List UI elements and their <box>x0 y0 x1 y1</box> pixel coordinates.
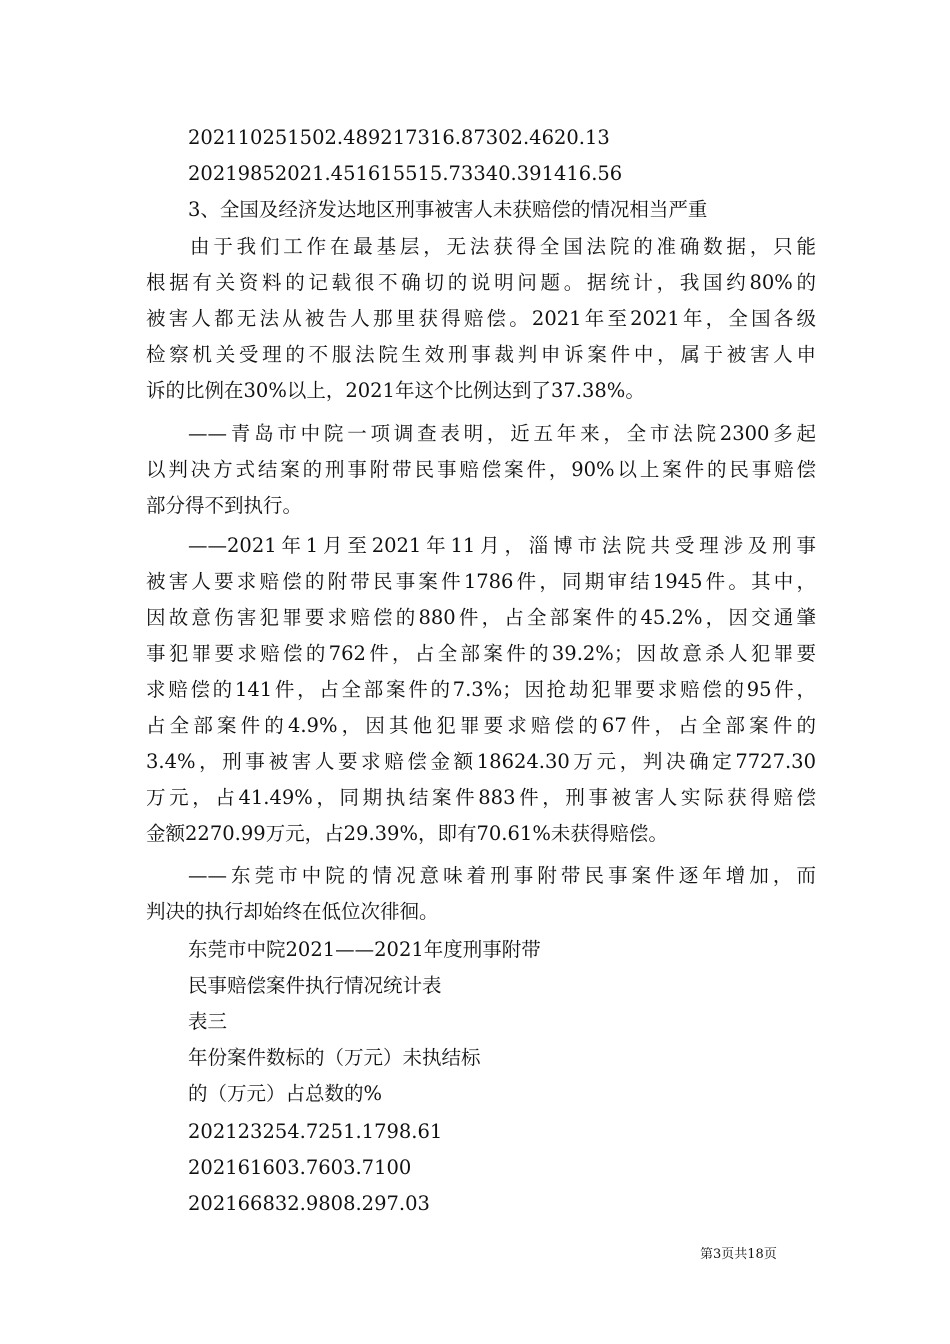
paragraph-line: 诉的比例在30%以上，2021年这个比例达到了37.38%。 <box>146 379 645 402</box>
table-header: 年份案件数标的（万元）未执结标 <box>188 1046 481 1069</box>
paragraph-line: 因故意伤害犯罪要求赔偿的880件，占全部案件的45.2%，因交通肇 <box>146 606 816 629</box>
paragraph-line: 求赔偿的141件，占全部案件的7.3%；因抢劫犯罪要求赔偿的95件， <box>146 678 816 701</box>
paragraph-line: 部分得不到执行。 <box>146 494 303 517</box>
paragraph-line: ——2021年1月至2021年11月，淄博市法院共受理涉及刑事 <box>188 534 816 557</box>
paragraph-line: 以判决方式结案的刑事附带民事赔偿案件，90%以上案件的民事赔偿 <box>146 458 816 481</box>
page-number: 第3页共18页 <box>700 1247 777 1262</box>
paragraph-line: 事犯罪要求赔偿的762件，占全部案件的39.2%；因故意杀人犯罪要 <box>146 642 816 665</box>
paragraph-line: 占全部案件的4.9%，因其他犯罪要求赔偿的67件，占全部案件的 <box>146 714 816 737</box>
table-row: 202110251502.489217316.87302.4620.13 <box>188 126 610 149</box>
paragraph-line: ——青岛市中院一项调查表明，近五年来，全市法院2300多起 <box>188 422 816 445</box>
paragraph-line: ——东莞市中院的情况意味着刑事附带民事案件逐年增加，而 <box>188 864 816 887</box>
table-row: 20219852021.451615515.73340.391416.56 <box>188 162 623 185</box>
paragraph-line: 被害人要求赔偿的附带民事案件1786件，同期审结1945件。其中， <box>146 570 816 593</box>
table-row: 202166832.9808.297.03 <box>188 1192 430 1215</box>
paragraph-line: 万元，占41.49%，同期执结案件883件，刑事被害人实际获得赔偿 <box>146 786 816 809</box>
paragraph-line: 判决的执行却始终在低位次徘徊。 <box>146 900 439 923</box>
section-heading: 3、全国及经济发达地区刑事被害人未获赔偿的情况相当严重 <box>188 198 708 221</box>
paragraph-line: 3.4%，刑事被害人要求赔偿金额18624.30万元，判决确定7727.30 <box>146 750 816 773</box>
table-header: 的（万元）占总数的% <box>188 1082 383 1105</box>
table-row: 202123254.7251.1798.61 <box>188 1120 443 1143</box>
table-row: 202161603.7603.7100 <box>188 1156 412 1179</box>
table-title: 民事赔偿案件执行情况统计表 <box>188 974 442 997</box>
paragraph-line: 由于我们工作在最基层，无法获得全国法院的准确数据，只能 <box>190 235 816 258</box>
table-title: 东莞市中院2021——2021年度刑事附带 <box>188 938 541 961</box>
paragraph-line: 被害人都无法从被告人那里获得赔偿。2021年至2021年，全国各级 <box>146 307 816 330</box>
table-label: 表三 <box>188 1010 228 1033</box>
paragraph-line: 检察机关受理的不服法院生效刑事裁判申诉案件中，属于被害人申 <box>146 343 816 366</box>
paragraph-line: 根据有关资料的记载很不确切的说明问题。据统计，我国约80%的 <box>146 271 816 294</box>
paragraph-line: 金额2270.99万元，占29.39%，即有70.61%未获得赔偿。 <box>146 822 668 845</box>
